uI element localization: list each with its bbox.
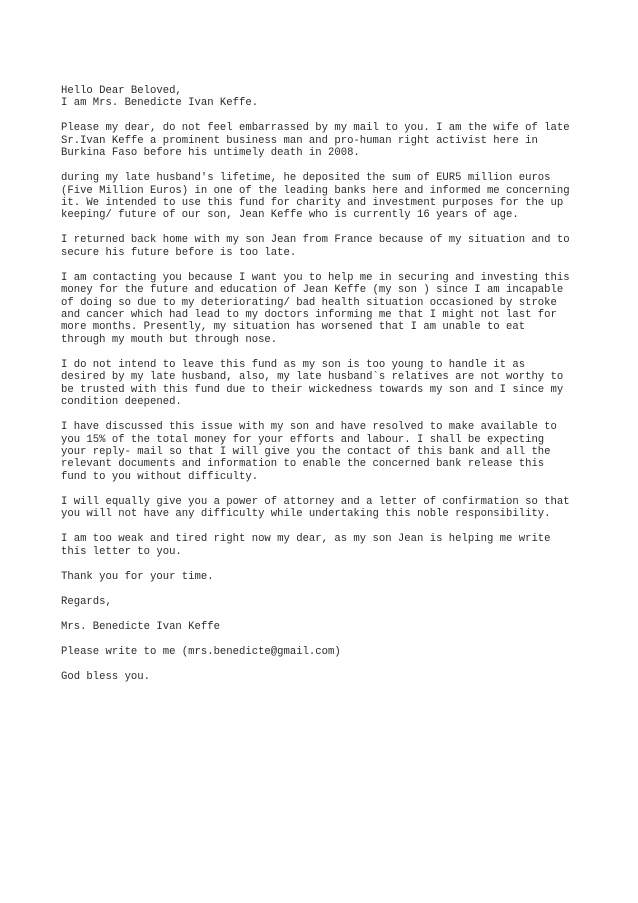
letter-paragraph: I have discussed this issue with my son and have resolved to make available to you 15% of the total money for your efforts and labour. I shall be expecting your reply- mail so that I will give you the contact of this bank and all the relevant documents and information to enable the concerned bank release this fund to you without difficulty. bbox=[61, 421, 557, 483]
letter-paragraph: during my late husband's lifetime, he deposited the sum of EUR5 million euros (Five Million Euros) in one of the leading banks here and informed me concerning it. We intended to use this fund for charity and investment purposes for the up keeping/ future of our son, Jean Keffe who is currently 16 years of age. bbox=[61, 172, 570, 222]
letter-greeting: Hello Dear Beloved, I am Mrs. Benedicte Ivan Keffe. bbox=[61, 85, 259, 110]
letter-blessing: God bless you. bbox=[61, 670, 151, 683]
letter-body bbox=[61, 85, 601, 683]
letter-paragraph: I do not intend to leave this fund as my son is too young to handle it as desired by my late husband, also, my late husband`s relatives are not worthy to be trusted with this fund due to their wickedness towards my son and I since my condition deepened. bbox=[61, 358, 564, 409]
letter-signature: Mrs. Benedicte Ivan Keffe bbox=[61, 620, 220, 633]
letter-closing: Regards, bbox=[61, 595, 112, 608]
letter-paragraph: I am contacting you because I want you to help me in securing and investing this money for the future and education of Jean Keffe (my son ) since I am incapable of doing so due to my deteriorating/ bad health situation occasioned by stroke and cancer which had lead to my doctors informing me that I might not last for more months. Presently, my situation has worsened that I am unable to eat through my mouth but through nose. bbox=[61, 271, 570, 346]
letter-paragraph: I will equally give you a power of attorney and a letter of confirmation so that you will not have any difficulty while undertaking this noble responsibility. bbox=[61, 495, 570, 521]
letter-thanks: Thank you for your time. bbox=[61, 570, 214, 583]
letter-paragraph: Please my dear, do not feel embarrassed by my mail to you. I am the wife of late Sr.Ivan Keffe a prominent business man and pro-human right activist here in Burkina Faso before his untimely death in 2008. bbox=[61, 122, 570, 160]
letter-paragraph: I am too weak and tired right now my dear, as my son Jean is helping me write this letter to you. bbox=[61, 533, 551, 558]
letter-contact: Please write to me (mrs.benedicte@gmail.com) bbox=[61, 645, 341, 658]
letter-paragraph: I returned back home with my son Jean from France because of my situation and to secure his future before is too late. bbox=[61, 234, 570, 259]
